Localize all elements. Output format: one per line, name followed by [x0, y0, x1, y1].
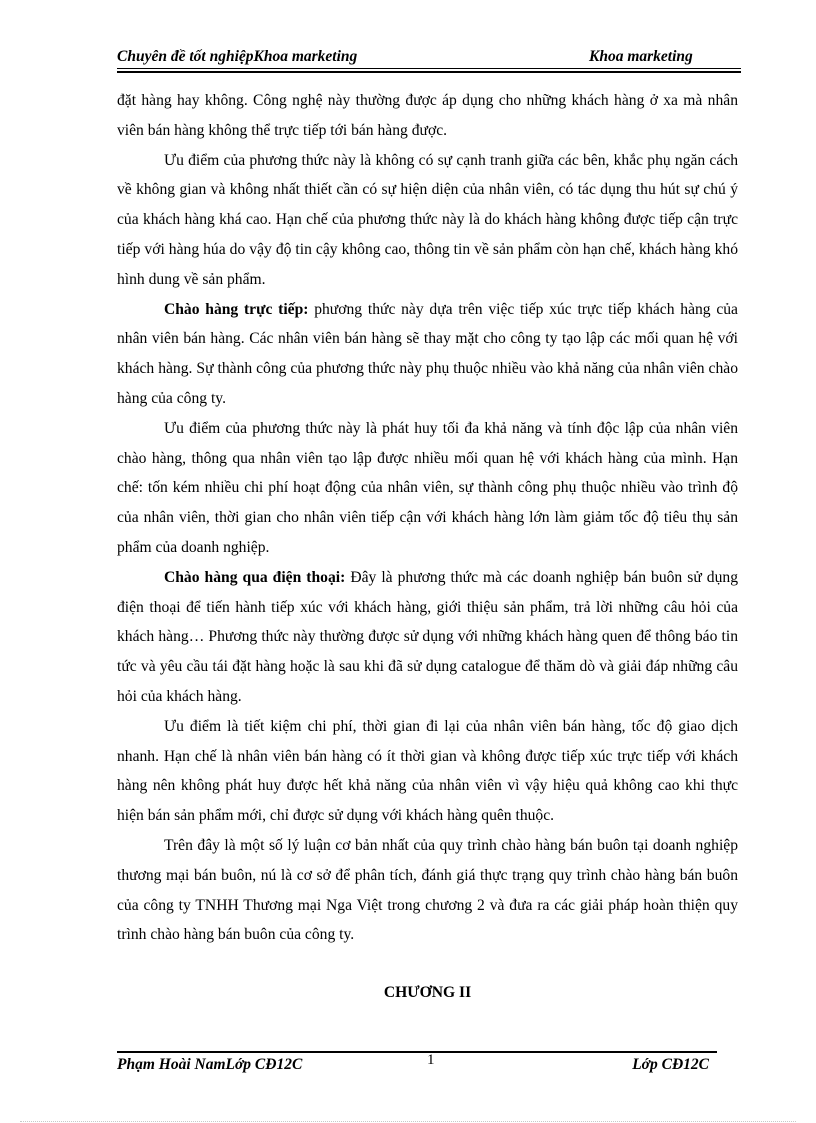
paragraph: Ưu điểm của phương thức này là không có sự cạnh tranh giữa các bên, khắc phụ ngăn cách về không gian và không nhất thiết cần có sự hiện diện của nhân viên, có tác dụng thu hút sự chú ý của khách hàng khá cao. Hạn chế của phương thức này là do khách hàng không được tiếp cận trực tiếp với hàng húa do vậy độ tin cậy không cao, thông tin về sản phẩm còn hạn chế, khách hàng khó hình dung về sản phẩm.	[117, 151, 738, 288]
paragraph: Chào hàng qua điện thoại: Đây là phương thức mà các doanh nghiệp bán buôn sử dụng điện thoại để tiến hành tiếp xúc với khách hàng, giới thiệu sản phẩm, trả lời những câu hỏi của khách hàng… Phương thức này thường được sử dụng với những khách hàng quen để thông báo tin tức và yêu cầu tái đặt hàng hoặc là sau khi đã sử dụng catalogue để thăm dò và giải đáp những câu hỏi của khách hàng.	[117, 568, 738, 705]
header-title: Chuyên đề tốt nghiệpKhoa marketing	[117, 48, 358, 65]
paragraph: Ưu điểm là tiết kiệm chi phí, thời gian đi lại của nhân viên bán hàng, tốc độ giao dịch nhanh. Hạn chế là nhân viên bán hàng có ít thời gian và không được tiếp xúc trực tiếp với khách hàng nên không phát huy được hết khả năng của nhân viên vì vậy hiệu quả không cao khi thực hiện bán sản phẩm mới, chỉ được sử dụng với khách hàng quên thuộc.	[117, 717, 738, 825]
document-body	[117, 86, 738, 950]
paragraph-lead: Chào hàng trực tiếp:	[164, 300, 309, 318]
chapter-heading: CHƯƠNG II	[383, 984, 472, 1001]
footer-author: Phạm Hoài NamLớp CĐ12C	[117, 1056, 303, 1073]
page-header	[117, 48, 741, 68]
header-department: Khoa marketing	[589, 48, 693, 65]
paragraph: Trên đây là một số lý luận cơ bản nhất của quy trình chào hàng bán buôn tại doanh nghiệp thương mại bán buôn, nú là cơ sở để phân tích, đánh giá thực trạng quy trình chào hàng bán buôn của công ty TNHH Thương mại Nga Việt trong chương 2 và đưa ra các giải pháp hoàn thiện quy trình chào hàng bán buôn của công ty.	[117, 836, 738, 944]
paragraph: đặt hàng hay không. Công nghệ này thường được áp dụng cho những khách hàng ở xa mà nhân viên bán hàng không thể trực tiếp tới bán hàng được.	[117, 92, 738, 139]
footer-class: Lớp CĐ12C	[632, 1056, 709, 1073]
page-number: 1	[427, 1052, 435, 1068]
page-footer	[117, 1052, 717, 1077]
footer-rule	[117, 1051, 717, 1053]
page-boundary	[20, 1121, 796, 1122]
paragraph: Ưu điểm của phương thức này là phát huy tối đa khả năng và tính độc lập của nhân viên chào hàng, thông qua nhân viên tạo lập được nhiều mối quan hệ với khách hàng của mình. Hạn chế: tốn kém nhiều chi phí hoạt động của nhân viên, sự thành công phụ thuộc nhiều vào trình độ của nhân viên, thời gian cho nhân viên tiếp cận với khách hàng lớn làm giảm tốc độ tiêu thụ sản phẩm của doanh nghiệp.	[117, 419, 738, 556]
paragraph: Chào hàng trực tiếp: phương thức này dựa trên việc tiếp xúc trực tiếp khách hàng của nhân viên bán hàng. Các nhân viên bán hàng sẽ thay mặt cho công ty tạo lập các mối quan hệ với khách hàng. Sự thành công của phương thức này phụ thuộc nhiều vào khả năng của nhân viên chào hàng của công ty.	[117, 300, 738, 407]
header-rule	[117, 68, 741, 73]
paragraph-lead: Chào hàng qua điện thoại:	[164, 568, 346, 586]
